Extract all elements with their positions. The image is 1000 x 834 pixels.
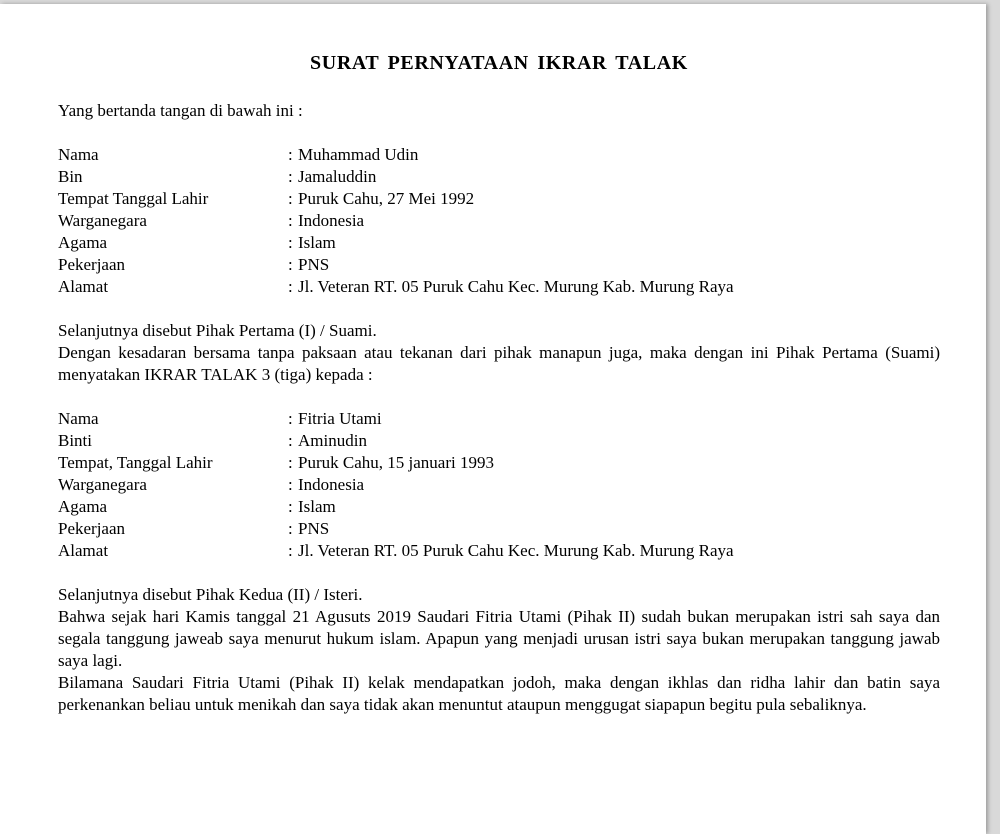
field-value: Islam [298,233,336,252]
field-row [58,210,734,232]
field-row [58,276,734,298]
field-value: PNS [298,255,330,274]
field-row [58,144,734,166]
field-colon: : [288,145,293,164]
document-page [0,4,986,834]
field-colon: : [288,211,293,230]
intro-text: Yang bertanda tangan di bawah ini : [58,101,303,120]
field-colon: : [288,453,293,472]
field-value: Jl. Veteran RT. 05 Puruk Cahu Kec. Murung Kab. Murung Raya [298,277,734,296]
field-value: Indonesia [298,475,365,494]
field-value: Indonesia [298,211,365,230]
field-colon: : [288,255,293,274]
field-label: Nama [58,145,99,164]
field-row [58,452,734,474]
field-value: Fitria Utami [298,409,382,428]
field-label: Tempat, Tanggal Lahir [58,453,213,472]
field-value: Jl. Veteran RT. 05 Puruk Cahu Kec. Murung Kab. Murung Raya [298,541,734,560]
field-value: Muhammad Udin [298,145,419,164]
field-row [58,540,734,562]
field-label: Warganegara [58,475,147,494]
field-row [58,496,734,518]
field-label: Nama [58,409,99,428]
field-colon: : [288,189,293,208]
document-content [58,50,940,716]
field-colon: : [288,519,293,538]
field-colon: : [288,431,293,450]
field-label: Binti [58,431,93,450]
field-value: Islam [298,497,336,516]
field-label: Pekerjaan [58,519,126,538]
field-row [58,430,734,452]
field-colon: : [288,409,293,428]
field-label: Bin [58,167,83,186]
field-label: Agama [58,497,108,516]
field-colon: : [288,167,293,186]
field-row [58,188,734,210]
document-title: SURAT PERNYATAAN IKRAR TALAK [310,52,688,74]
pihak-pertama-note: Selanjutnya disebut Pihak Pertama (I) / Suami. [58,321,377,340]
field-colon: : [288,497,293,516]
field-colon: : [288,233,293,252]
field-label: Tempat Tanggal Lahir [58,189,209,208]
field-colon: : [288,475,293,494]
field-value: Puruk Cahu, 15 januari 1993 [298,453,494,472]
paragraph-divorce-status: Bahwa sejak hari Kamis tanggal 21 Agusuts 2019 Saudari Fitria Utami (Pihak II) sudah bukan merupakan istri sah saya dan segala tanggung jaweab saya menurut hukum islam. Apapun yang menjadi urusan istri saya bukan merupakan tanggung jawab saya lagi. [58,607,940,670]
field-label: Alamat [58,277,109,296]
field-row [58,254,734,276]
field-row [58,474,734,496]
field-value: Jamaluddin [298,167,377,186]
field-label: Warganegara [58,211,147,230]
field-row [58,166,734,188]
field-row [58,408,734,430]
field-colon: : [288,541,293,560]
field-colon: : [288,277,293,296]
field-label: Agama [58,233,108,252]
statement-paragraph: Dengan kesadaran bersama tanpa paksaan atau tekanan dari pihak manapun juga, maka dengan ini Pihak Pertama (Suami) menyatakan IKRAR TALAK 3 (tiga) kepada : [58,343,940,384]
field-label: Pekerjaan [58,255,126,274]
pihak-pertama-table [58,144,734,298]
field-label: Alamat [58,541,109,560]
field-value: Aminudin [298,431,367,450]
paragraph-remarriage: Bilamana Saudari Fitria Utami (Pihak II) kelak mendapatkan jodoh, maka dengan ikhlas dan ridha lahir dan batin saya perkenankan beliau untuk menikah dan saya tidak akan menuntut ataupun menggugat siapapun begitu pula sebaliknya. [58,673,940,714]
field-value: PNS [298,519,330,538]
pihak-kedua-note: Selanjutnya disebut Pihak Kedua (II) / Isteri. [58,585,363,604]
field-row [58,232,734,254]
field-value: Puruk Cahu, 27 Mei 1992 [298,189,475,208]
field-row [58,518,734,540]
pihak-kedua-table [58,408,734,562]
